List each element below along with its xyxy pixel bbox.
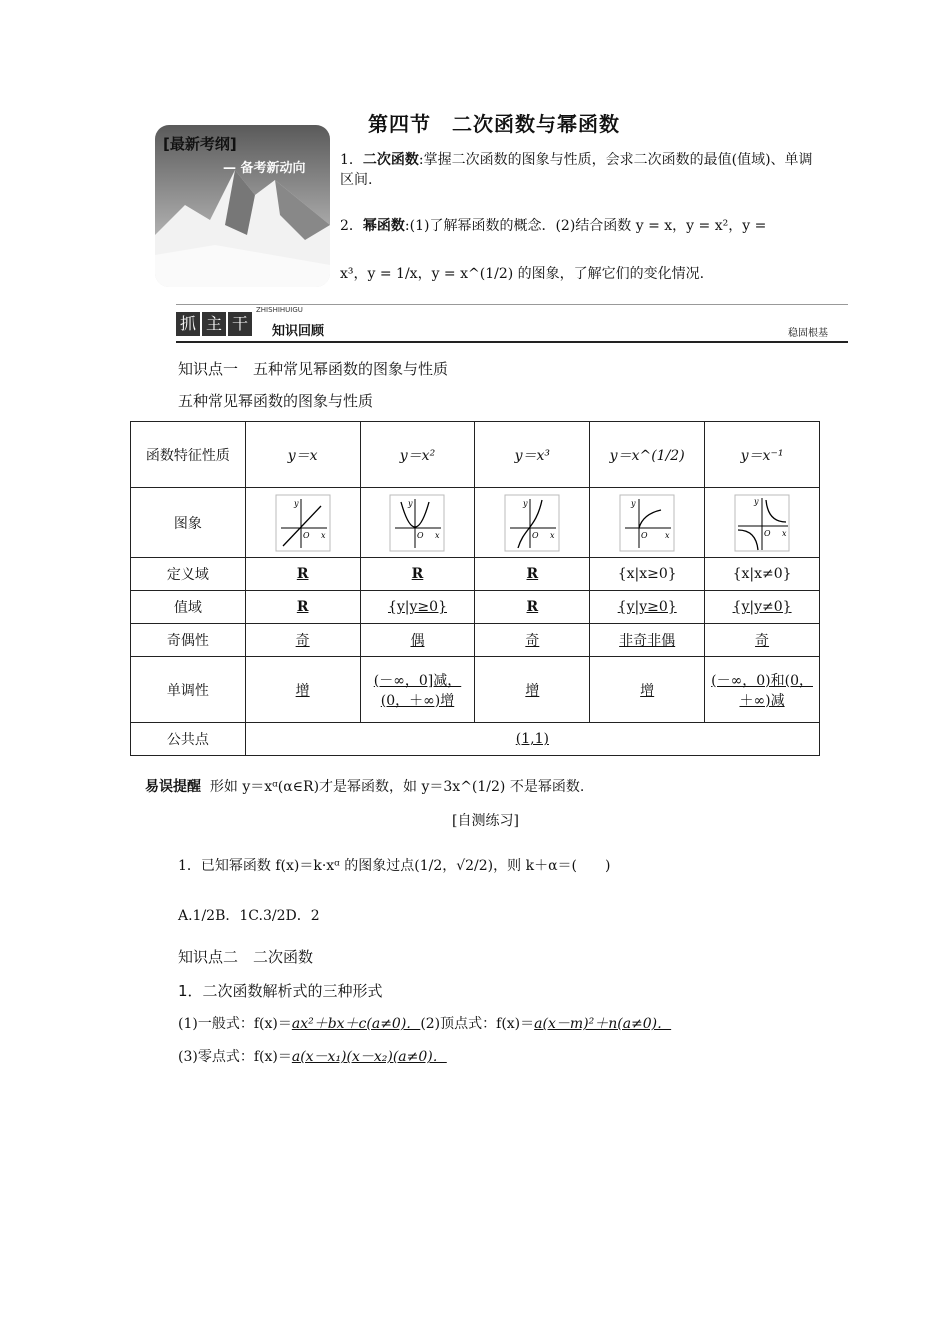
table-header-label: 函数特征性质 [131,422,246,488]
svg-text:x: x [320,530,326,540]
svg-text:O: O [532,530,539,540]
banner-pinyin: ZHISHIHUIGU [256,306,303,314]
svg-text:y: y [293,498,299,508]
graph-linear [275,494,331,552]
question-1: 1．已知幂函数 f(x)＝k·xᵅ 的图象过点(1/2，√2/2)，则 k＋α＝( ) [178,858,611,874]
banner-label: 知识回顾 [272,324,325,339]
svg-text:y: y [523,498,528,508]
cell-parity-4: 非奇非偶 [619,633,676,649]
svg-text:O: O [302,530,310,540]
row-label-domain: 定义域 [131,558,246,591]
row-label-parity: 奇偶性 [131,624,246,657]
section1-heading: 知识点一 五种常见幂函数的图象与性质 [178,360,449,378]
cell-range-1: R [296,599,309,615]
badge-title: [最新考纲] [163,135,237,153]
cell-mono-4: 增 [640,682,655,699]
power-function-table [130,421,820,756]
tip-line [145,776,584,796]
svg-text:y: y [631,498,636,508]
form-zero: a(x－x₁)(x－x₂)(a≠0)． [291,1049,447,1065]
svg-text:O: O [764,528,771,538]
page-title: 第四节 二次函数与幂函数 [368,112,620,136]
banner-tag-3: 干 [228,312,252,336]
table-func-2: y＝x² [360,422,475,488]
intro-item-2: 2．幂函数:(1)了解幂函数的概念．(2)结合函数 y = x，y = x²，y = [340,218,767,234]
table-func-5: y＝x⁻¹ [705,422,820,488]
selftest-heading: [自测练习] [452,813,519,829]
cell-domain-2: R [411,566,424,582]
svg-text:x: x [550,530,555,540]
intro-item-1: 1．二次函数:掌握二次函数的图象与性质，会求二次函数的最值(值域)、单调区间. [340,152,813,188]
svg-text:x: x [435,530,440,540]
table-func-4: y＝x^(1/2) [590,422,705,488]
graph-sqrt [619,494,675,552]
cell-mono-2: (－∞，0]减，(0，＋∞)增 [373,672,462,709]
table-func-1: y＝x [245,422,360,488]
table-graph-label: 图象 [131,488,246,558]
cell-mono-1: 增 [295,682,310,699]
banner-right: 稳固根基 [788,328,828,339]
row-label-common: 公共点 [131,723,246,756]
form-general: ax²＋bx＋c(a≠0)． [291,1016,421,1032]
form-general-vertex: (1)一般式：f(x)＝ax²＋bx＋c(a≠0)．(2)顶点式：f(x)＝a(x－m)²＋n(a≠0)． [178,1016,672,1032]
cell-range-5: {y|y≠0} [732,599,792,615]
cell-domain-3: R [526,566,539,582]
cell-mono-5: (－∞，0)和(0，＋∞)减 [711,672,813,709]
badge-subtitle: — 备考新动向 [223,161,306,176]
banner-tag-1: 抓 [176,312,200,336]
cell-range-3: R [526,599,539,615]
svg-text:x: x [782,528,787,538]
svg-text:O: O [641,530,648,540]
svg-text:O: O [417,530,425,540]
cell-common-point: (1,1) [515,731,549,747]
tip-label: 易误提醒 [145,779,201,795]
section-banner [176,304,848,342]
svg-text:y: y [408,498,414,508]
graph-reciprocal [734,494,790,552]
section2-heading: 知识点二 二次函数 [178,948,314,966]
tip-text: 形如 y＝xᵅ(α∈R)才是幂函数，如 y＝3x^(1/2) 不是幂函数. [209,779,585,795]
cell-domain-1: R [296,566,309,582]
cell-parity-1: 奇 [295,633,310,649]
svg-text:y: y [754,496,759,506]
cell-parity-5: 奇 [755,633,770,649]
exam-badge-image [155,125,330,287]
cell-range-4: {y|y≥0} [617,599,677,615]
cell-domain-4: {x|x≥0} [590,558,705,591]
intro-item-3: x³，y = 1/x，y = x^(1/2) 的图象，了解它们的变化情况. [340,266,705,282]
banner-tag-2: 主 [202,312,226,336]
graph-cube [504,494,560,552]
row-label-range: 值域 [131,591,246,624]
cell-parity-3: 奇 [525,633,540,649]
intro-key-2: 幂函数 [362,218,405,234]
row-label-monotonic: 单调性 [131,657,246,723]
intro-key-1: 二次函数 [362,152,419,168]
cell-mono-3: 增 [525,682,540,699]
svg-text:x: x [665,530,670,540]
cell-range-2: {y|y≥0} [387,599,447,615]
graph-square [389,494,445,552]
section1-subheading: 五种常见幂函数的图象与性质 [178,392,374,410]
form-zero-line: (3)零点式：f(x)＝a(x－x₁)(x－x₂)(a≠0)． [178,1049,447,1065]
section2-subheading: 1．二次函数解析式的三种形式 [178,982,383,1000]
form-vertex: a(x－m)²＋n(a≠0)． [534,1016,672,1032]
table-func-3: y＝x³ [475,422,590,488]
question-1-options: A.1/2B．1C.3/2D．2 [178,908,320,924]
cell-parity-2: 偶 [410,633,425,649]
cell-domain-5: {x|x≠0} [705,558,820,591]
